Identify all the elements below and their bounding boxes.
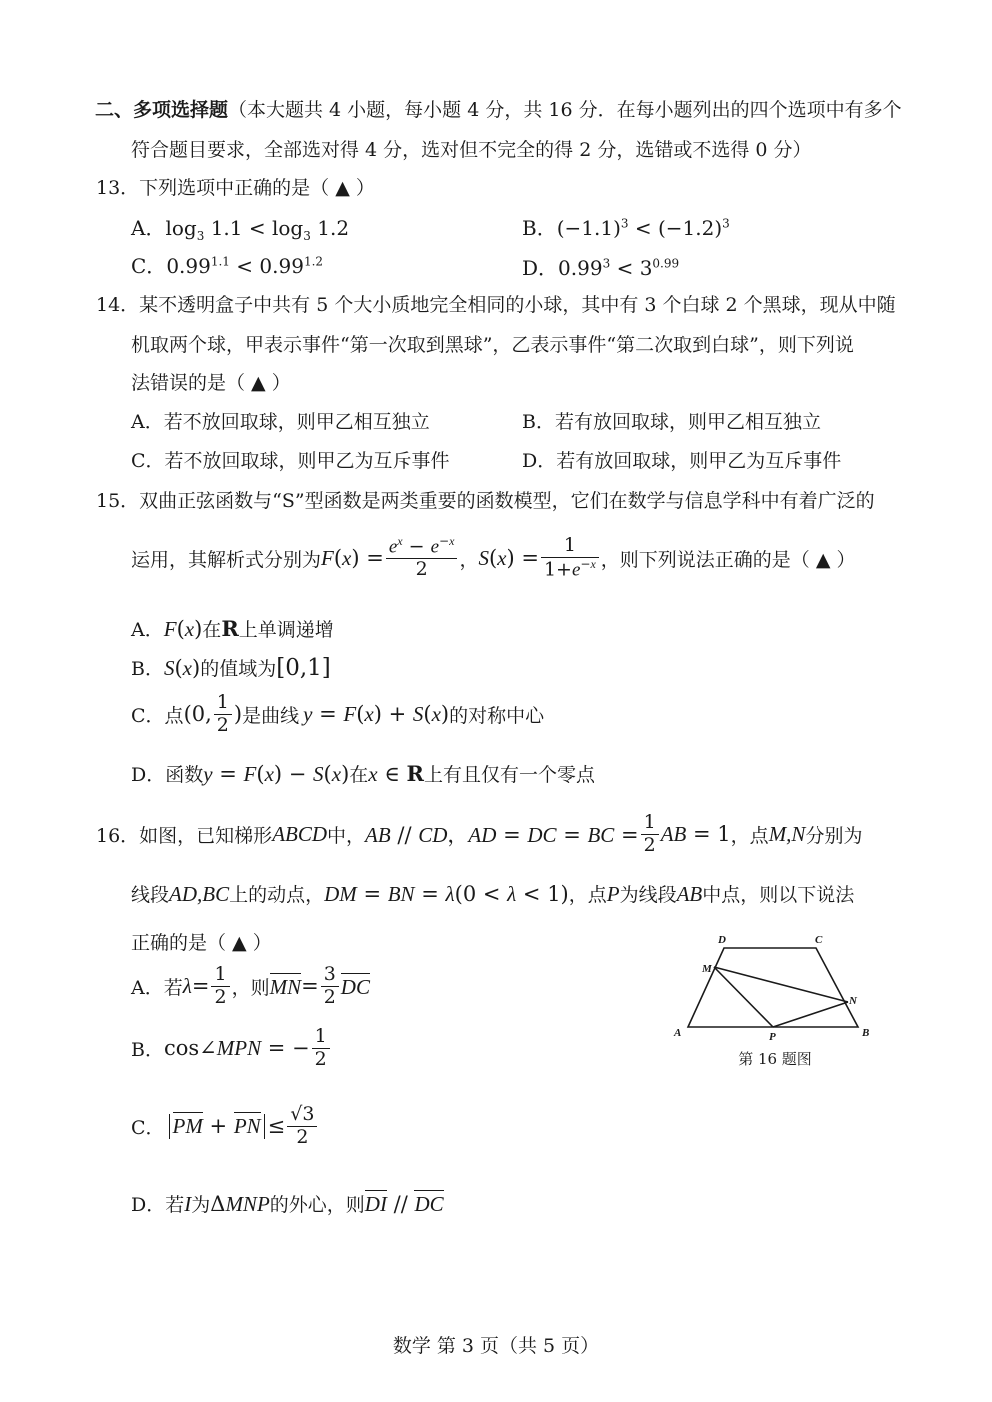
figure-caption: 第 16 题图 bbox=[738, 1050, 812, 1068]
q16-option-d: D．若I为ΔMNP的外心，则DI // DC bbox=[131, 1192, 444, 1216]
page-footer: 数学 第 3 页（共 5 页） bbox=[392, 1335, 600, 1357]
q15-line-1: 15．双曲正弦函数与“S”型函数是两类重要的函数模型，它们在数学与信息学科中有着广泛的 bbox=[96, 490, 875, 512]
q14-line-1: 14．某不透明盒子中共有 5 个大小质地完全相同的小球，其中有 3 个白球 2 个黑球，现从中随 bbox=[96, 294, 896, 316]
q14-option-a: A．若不放回取球，则甲乙相互独立 bbox=[131, 411, 430, 433]
q13-option-d: D．$0.99^3 < 3^{0.99}$ bbox=[522, 256, 680, 280]
segment-mp bbox=[714, 967, 773, 1027]
q13-option-a: A．$\log_3 1.1 < \log_3 1.2$ bbox=[131, 216, 350, 243]
label-c: C bbox=[815, 934, 823, 946]
sigmoid-fraction: $\frac{1}{1+e^{-x}}$ bbox=[541, 535, 599, 581]
label-a: A bbox=[674, 1027, 682, 1039]
q16-line-3: 正确的是（ ▲ ） bbox=[131, 932, 272, 954]
q16-option-a: A． 若 λ = $\frac{1}{2}$ ，则 MN = $\frac{3}{2}$ DC bbox=[131, 962, 370, 1008]
label-d: D bbox=[718, 934, 726, 946]
q13-option-b: B．$(-1.1)^3 < (-1.2)^3$ bbox=[522, 216, 730, 240]
q14-option-b: B．若有放回取球，则甲乙相互独立 bbox=[522, 411, 821, 433]
trapezoid-abcd bbox=[688, 948, 858, 1027]
sinh-fraction: $\frac{e^x - e^{-x}}{2}$ bbox=[386, 535, 458, 581]
q13-option-c: C．$0.99^{1.1} < 0.99^{1.2}$ bbox=[131, 254, 324, 278]
section-header bbox=[95, 95, 902, 122]
q14-line-3: 法错误的是（ ▲ ） bbox=[131, 372, 291, 394]
q15-option-b: B．S(x)的值域为[0,1] bbox=[131, 655, 331, 681]
segment-mn bbox=[714, 967, 848, 1002]
q14-line-2: 机取两个球，甲表示事件“第一次取到黑球”，乙表示事件“第二次取到白球”，则下列说 bbox=[131, 334, 854, 356]
section-heading: 二、多项选择题 bbox=[95, 99, 229, 121]
q15-line-2: 运用，其解析式分别为 F ( x ) = $\frac{e^x - e^{-x}}{2}$ ， S ( x ) = $\frac{1}{1+e^{-x}}$ ，则下列说法正确的是（ ▲ ） bbox=[131, 533, 856, 581]
section-instructions-1: （本大题共 4 小题，每小题 4 分，共 16 分．在每小题列出的四个选项中有多个 bbox=[228, 99, 902, 121]
trapezoid-figure bbox=[665, 930, 885, 1075]
q14-option-c: C．若不放回取球，则甲乙为互斥事件 bbox=[131, 450, 450, 472]
q16-option-c: C． PM + PN ≤ $\frac{√3}{2}$ bbox=[131, 1098, 319, 1154]
label-p: P bbox=[769, 1031, 776, 1043]
label-b: B bbox=[862, 1027, 870, 1039]
q15-option-d: D．函数y = F(x) − S(x)在x ∈ R上有且仅有一个零点 bbox=[131, 761, 595, 786]
q16-line-1: 16．如图，已知梯形 ABCD 中， AB // CD，AD = DC = BC = $\frac{1}{2}$ AB = 1 ，点 M,N 分别为 bbox=[96, 810, 863, 856]
q13-stem: 13．下列选项中正确的是（ ▲ ） bbox=[96, 177, 375, 199]
q16-line-2: 线段AD,BC上的动点，DM = BN = λ(0 < λ < 1)，点P为线段AB中点，则以下说法 bbox=[131, 882, 855, 906]
section-instructions-2: 符合题目要求，全部选对得 4 分，选对但不完全的得 2 分，选错或不选得 0 分） bbox=[131, 139, 812, 161]
q15-option-c: C． 点 (0, $\frac{1}{2}$ ) 是曲线 y = F(x) + S(x) 的对称中心 bbox=[131, 690, 545, 736]
label-n: N bbox=[849, 995, 857, 1007]
q16-option-b: B． cos∠MPN = − $\frac{1}{2}$ bbox=[131, 1022, 332, 1074]
q14-option-d: D．若有放回取球，则甲乙为互斥事件 bbox=[522, 450, 842, 472]
segment-pn bbox=[773, 1002, 848, 1027]
q15-option-a: A．F(x)在R上单调递增 bbox=[131, 616, 334, 641]
label-m: M bbox=[702, 963, 712, 975]
